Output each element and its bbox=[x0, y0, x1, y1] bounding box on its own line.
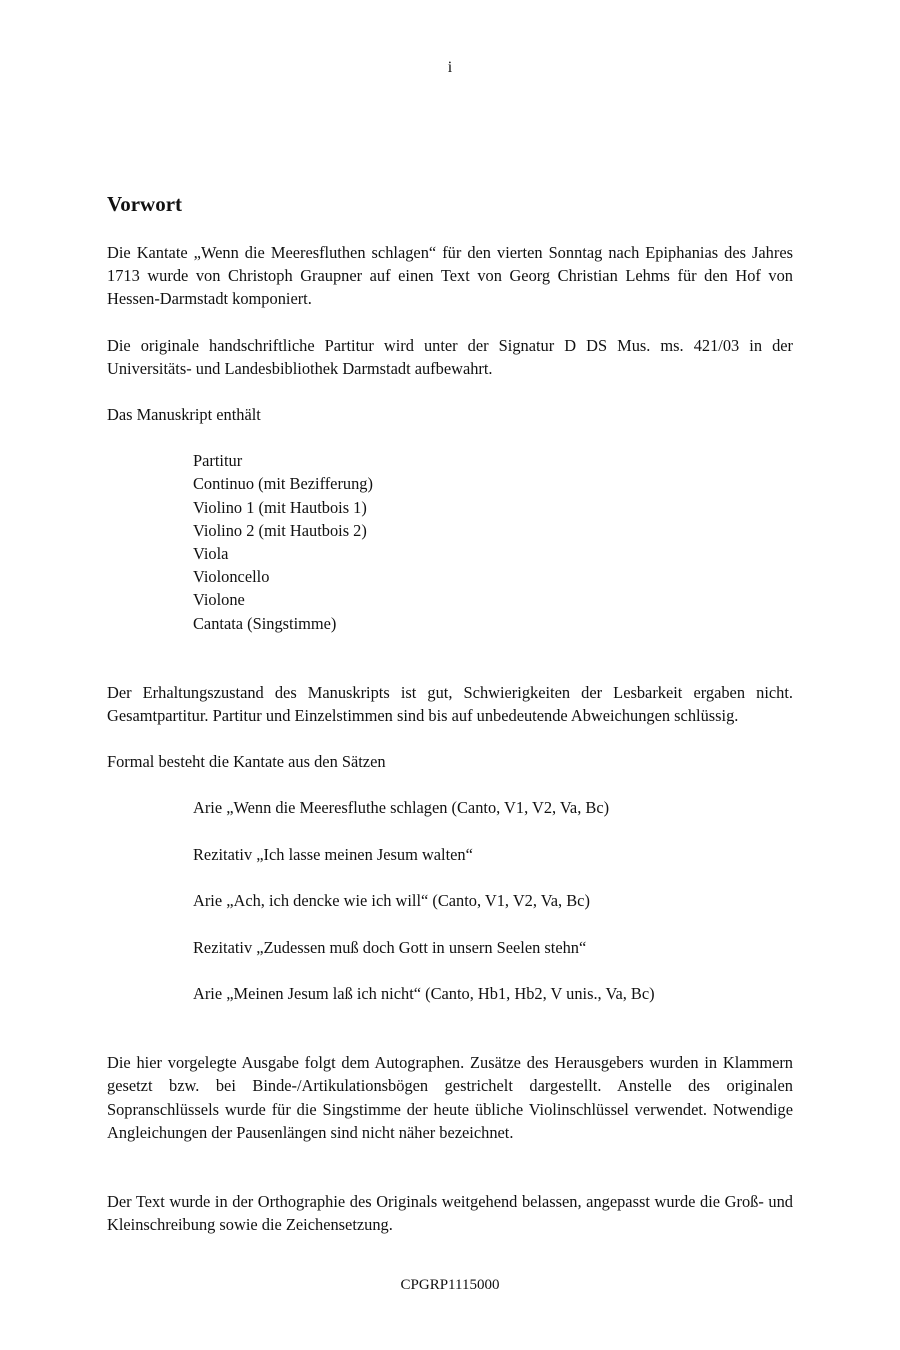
movement-item: Rezitativ „Zudessen muß doch Gott in unsern Seelen stehn“ bbox=[193, 937, 587, 957]
condition-paragraph: Der Erhaltungszustand des Manuskripts ist gut, Schwierigkeiten der Lesbarkeit ergaben nicht. Gesamtpartitur. Partitur und Einzelstimmen sind bis auf unbedeutende Abweichungen schlüssig. bbox=[107, 682, 793, 726]
page-number: i bbox=[447, 59, 453, 76]
form-intro: Formal besteht die Kantate aus den Sätzen bbox=[107, 752, 386, 772]
list-item: Violino 2 (mit Hautbois 2) bbox=[193, 520, 367, 540]
list-item: Violoncello bbox=[193, 567, 270, 587]
footer-catalog-code: CPGRP1115000 bbox=[400, 1277, 500, 1293]
list-item: Viola bbox=[193, 544, 229, 564]
movement-item: Arie „Ach, ich dencke wie ich will“ (Canto, V1, V2, Va, Bc) bbox=[193, 891, 590, 911]
list-item: Violino 1 (mit Hautbois 1) bbox=[193, 497, 367, 517]
preface-body bbox=[107, 190, 793, 1236]
manuscript-parts-list bbox=[193, 449, 793, 635]
intro-paragraph: Die Kantate „Wenn die Meeresfluthen schlagen“ für den vierten Sonntag nach Epiphanias des Jahres 1713 wurde von Christoph Graupner auf einen Text von Georg Christian Lehms für den Hof von Hessen-Darmstadt komponiert. bbox=[107, 243, 793, 309]
edition-paragraph: Die hier vorgelegte Ausgabe folgt dem Autographen. Zusätze des Herausgebers wurden in Klammern gesetzt bzw. bei Binde-/Artikulationsbögen gestrichelt dargestellt. Anstelle des originalen Sopranschlüssels wurde für die Singstimme der heute übliche Violinschlüssel verwendet. Notwendige Angleichungen der Pausenlängen sind nicht näher bezeichnet. bbox=[107, 1053, 793, 1142]
page-title: Vorwort bbox=[107, 192, 183, 216]
movements-list bbox=[193, 796, 793, 1005]
contents-intro: Das Manuskript enthält bbox=[107, 405, 261, 425]
source-paragraph: Die originale handschriftliche Partitur wird unter der Signatur D DS Mus. ms. 421/03 in der Universitäts- und Landesbibliothek Darmstadt aufbewahrt. bbox=[107, 335, 793, 378]
list-item: Violone bbox=[193, 590, 245, 610]
movement-item: Rezitativ „Ich lasse meinen Jesum walten“ bbox=[193, 844, 473, 864]
list-item: Continuo (mit Bezifferung) bbox=[193, 474, 373, 494]
movement-item: Arie „Wenn die Meeresfluthe schlagen (Canto, V1, V2, Va, Bc) bbox=[193, 798, 610, 818]
list-item: Partitur bbox=[193, 451, 243, 471]
list-item: Cantata (Singstimme) bbox=[193, 613, 337, 633]
text-note-paragraph: Der Text wurde in der Orthographie des Originals weitgehend belassen, angepasst wurde die Groß- und Kleinschreibung sowie die Zeichensetzung. bbox=[107, 1192, 793, 1235]
movement-item: Arie „Meinen Jesum laß ich nicht“ (Canto, Hb1, Hb2, V unis., Va, Bc) bbox=[193, 984, 655, 1004]
